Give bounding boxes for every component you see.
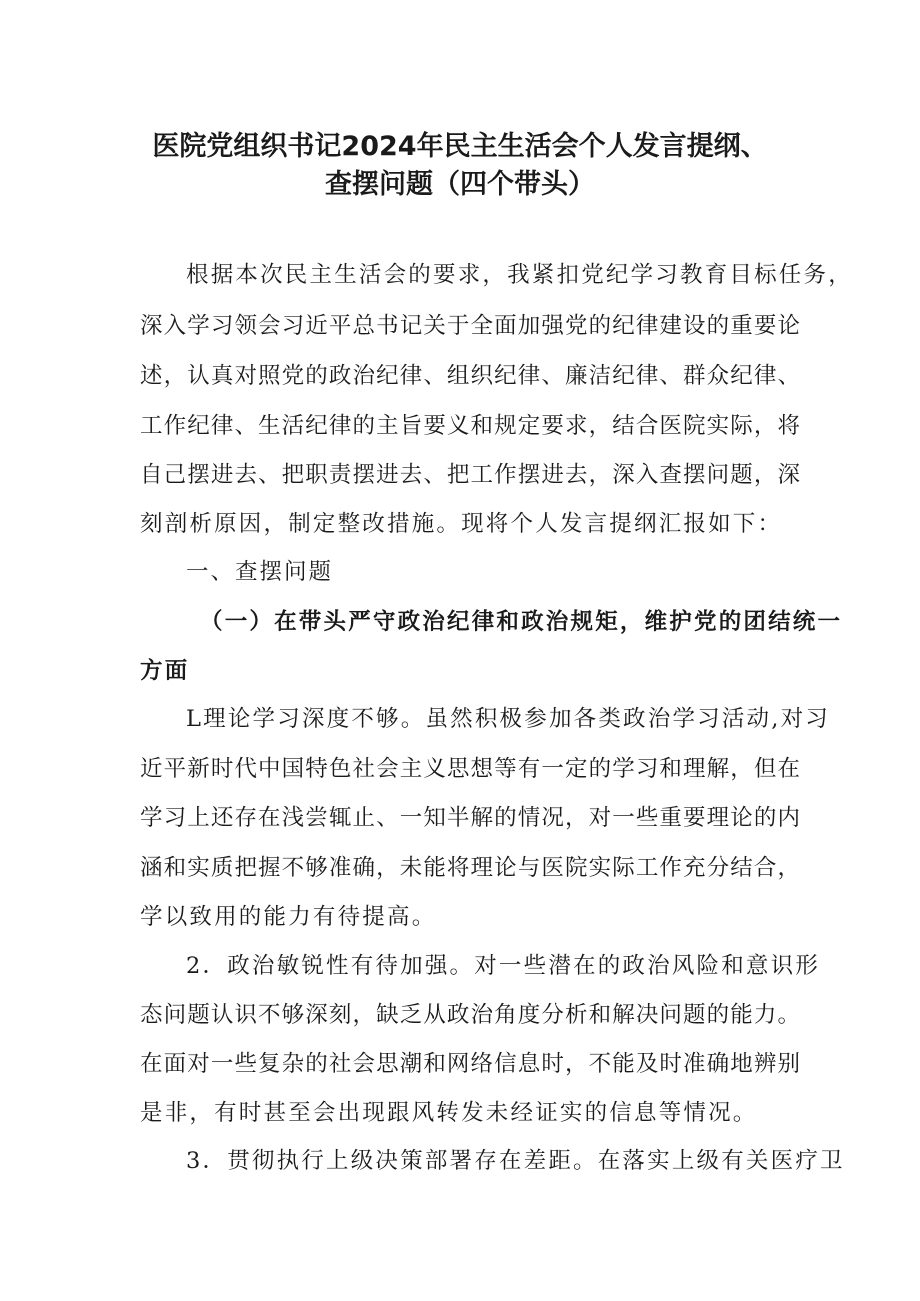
item1-line-2: 近平新时代中国特色社会主义思想等有一定的学习和理解，但在 [140, 756, 800, 782]
item1-line-1: L理论学习深度不够。虽然积极参加各类政治学习活动,对习 [186, 706, 830, 732]
intro-line-4: 工作纪律、生活纪律的主旨要义和规定要求，结合医院实际，将 [140, 413, 800, 439]
item2-line-3: 在面对一些复杂的社会思潮和网络信息时，不能及时准确地辨别 [140, 1051, 800, 1077]
subsection-heading-line-1: （一）在带头严守政治纪律和政治规矩，维护党的团结统一 [200, 609, 843, 635]
section-heading: 一、查摆问题 [186, 559, 334, 585]
item2-line-2: 态问题认识不够深刻，缺乏从政治角度分析和解决问题的能力。 [140, 1002, 800, 1028]
subsection-heading-line-2: 方面 [140, 658, 190, 684]
intro-line-6: 刻剖析原因，制定整改措施。现将个人发言提纲汇报如下： [140, 511, 783, 537]
item1-line-4: 涵和实质把握不够准确，未能将理论与医院实际工作充分结合， [140, 855, 800, 881]
intro-line-1: 根据本次民主生活会的要求，我紧扣党纪学习教育目标任务， [186, 262, 853, 288]
intro-line-2: 深入学习领会习近平总书记关于全面加强党的纪律建设的重要论 [140, 313, 800, 339]
item1-line-3: 学习上还存在浅尝辄止、一知半解的情况，对一些重要理论的内 [140, 805, 800, 831]
item2-line-1: 2．政治敏锐性有待加强。对一些潜在的政治风险和意识形 [186, 953, 821, 979]
document-title-line-1: 医院党组织书记2024年民主生活会个人发言提纲、 [152, 131, 768, 162]
item3-line-1: 3．贯彻执行上级决策部署存在差距。在落实上级有关医疗卫 [186, 1148, 845, 1174]
document-title-line-2: 查摆问题（四个带头） [325, 169, 595, 200]
intro-line-5: 自己摆进去、把职责摆进去、把工作摆进去，深入查摆问题，深 [140, 462, 800, 488]
item1-line-5: 学以致用的能力有待提高。 [140, 904, 437, 930]
item2-line-4: 是非，有时甚至会出现跟风转发未经证实的信息等情况。 [140, 1100, 758, 1126]
intro-line-3: 述，认真对照党的政治纪律、组织纪律、廉洁纪律、群众纪律、 [140, 363, 800, 389]
